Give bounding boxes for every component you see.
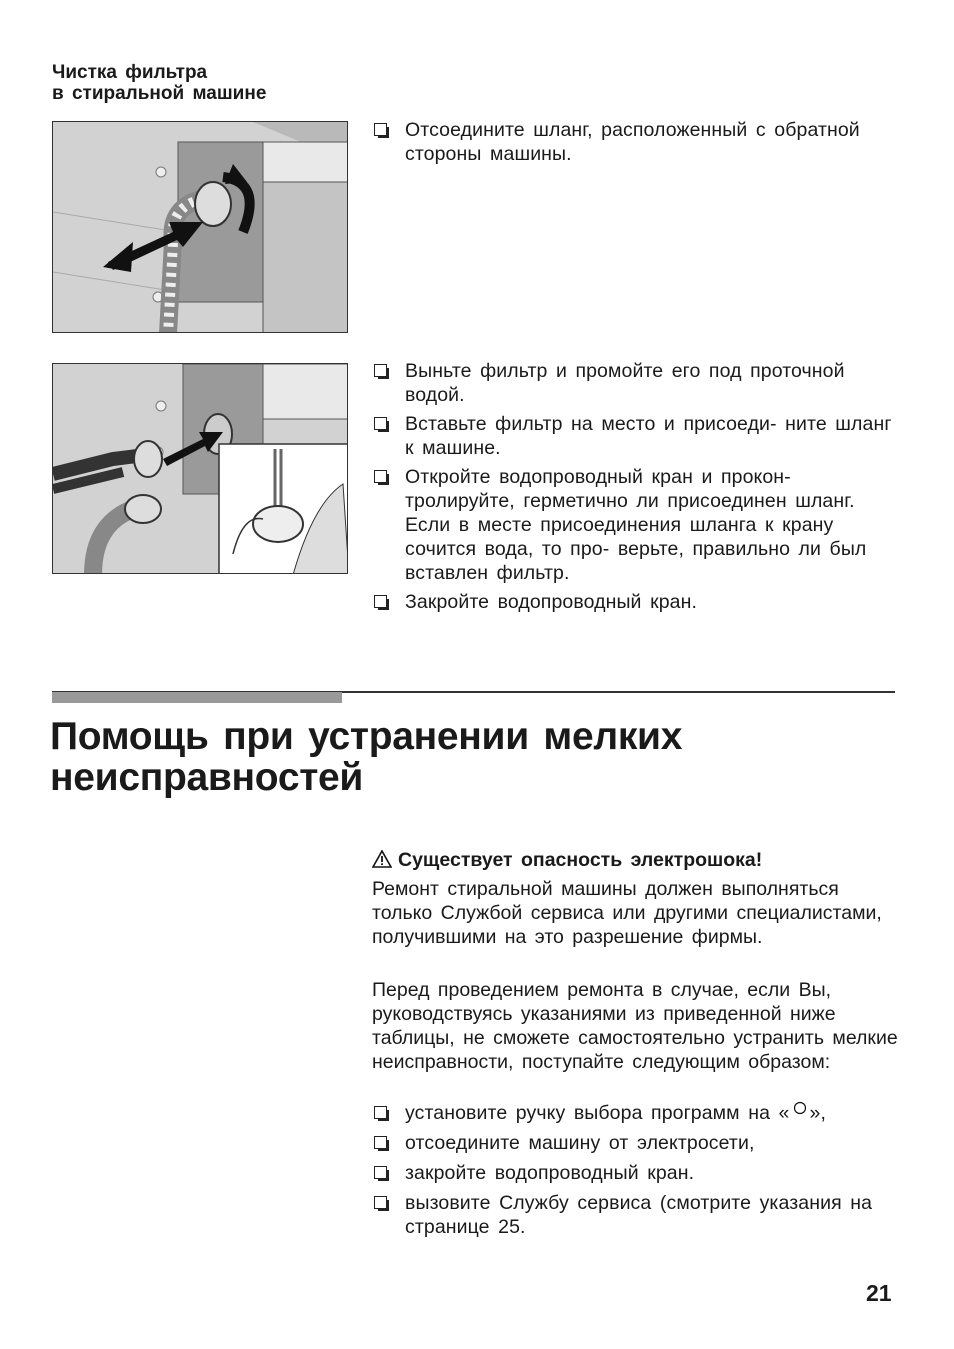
list-item [372,1161,902,1185]
section-title-line2: в стиральной машине [52,83,267,104]
checkbox-bullet-icon [374,123,387,136]
step-text: Закройте водопроводный кран. [405,591,697,613]
figure-clean-filter-drawing [53,364,348,574]
list-item [372,359,902,407]
checkbox-bullet-icon [374,595,387,608]
checkbox-bullet-icon [374,1196,387,1209]
page-number: 21 [866,1280,892,1306]
list-item [372,465,902,585]
warning-triangle-icon [372,850,392,868]
step-text: Вставьте фильтр на место и присоеди- ните шланг к машине. [405,413,892,459]
list-item [372,1101,902,1125]
figure-clean-filter [52,363,348,574]
instructions-paragraph: Перед проведением ремонта в случае, если Вы, руководствуясь указаниями из приведенной ниже таблицы, не сможете самостоятельно устранить мелкие неисправности, поступайте следующим образом: [372,979,898,1073]
list-item [372,590,902,614]
section-divider-bar [52,692,342,703]
steps-repair-list [372,1101,902,1239]
step-text: Откройте водопроводный кран и прокон- тролируйте, герметично ли присоединен шланг. Если в месте присоединения шланга к крану сочится вода, то про- верьте, правильно ли был вставлен фильтр. [405,466,867,584]
list-item [372,412,902,460]
step-text: отсоедините машину от электросети, [405,1132,755,1154]
figure-disconnect-hose [52,121,348,333]
step-text: Выньте фильтр и промойте его под проточной водой. [405,360,845,406]
checkbox-bullet-icon [374,1166,387,1179]
step-text-pre: установите ручку выбора программ на « [405,1102,790,1124]
steps-clean-list [372,359,902,614]
list-item [372,118,902,166]
step-text-post: », [809,1102,826,1124]
list-item [372,1131,902,1155]
step-text: Отсоедините шланг, расположенный с обратной стороны машины. [405,119,860,165]
warning-heading [372,849,762,872]
page-title: Помощь при устранении мелких неисправностей [50,715,683,799]
checkbox-bullet-icon [374,1136,387,1149]
step-text: вызовите Службу сервиса (смотрите указания на странице 25. [405,1192,873,1238]
checkbox-bullet-icon [374,364,387,377]
checkbox-bullet-icon [374,1106,387,1119]
warning-paragraph: Ремонт стиральной машины должен выполняться только Службой сервиса или другими специалистами, получившими на это разрешение фирмы. [372,878,882,948]
checkbox-bullet-icon [374,470,387,483]
off-position-circle-icon [793,1101,807,1115]
figure-disconnect-hose-drawing [53,122,348,333]
steps-disconnect-list [372,118,902,166]
warning-title-text: Существует опасность электрошока! [398,849,763,871]
section-title-line1: Чистка фильтра [52,62,208,83]
list-item [372,1191,902,1239]
step-text: закройте водопроводный кран. [405,1162,695,1184]
section-title [52,62,266,104]
checkbox-bullet-icon [374,417,387,430]
